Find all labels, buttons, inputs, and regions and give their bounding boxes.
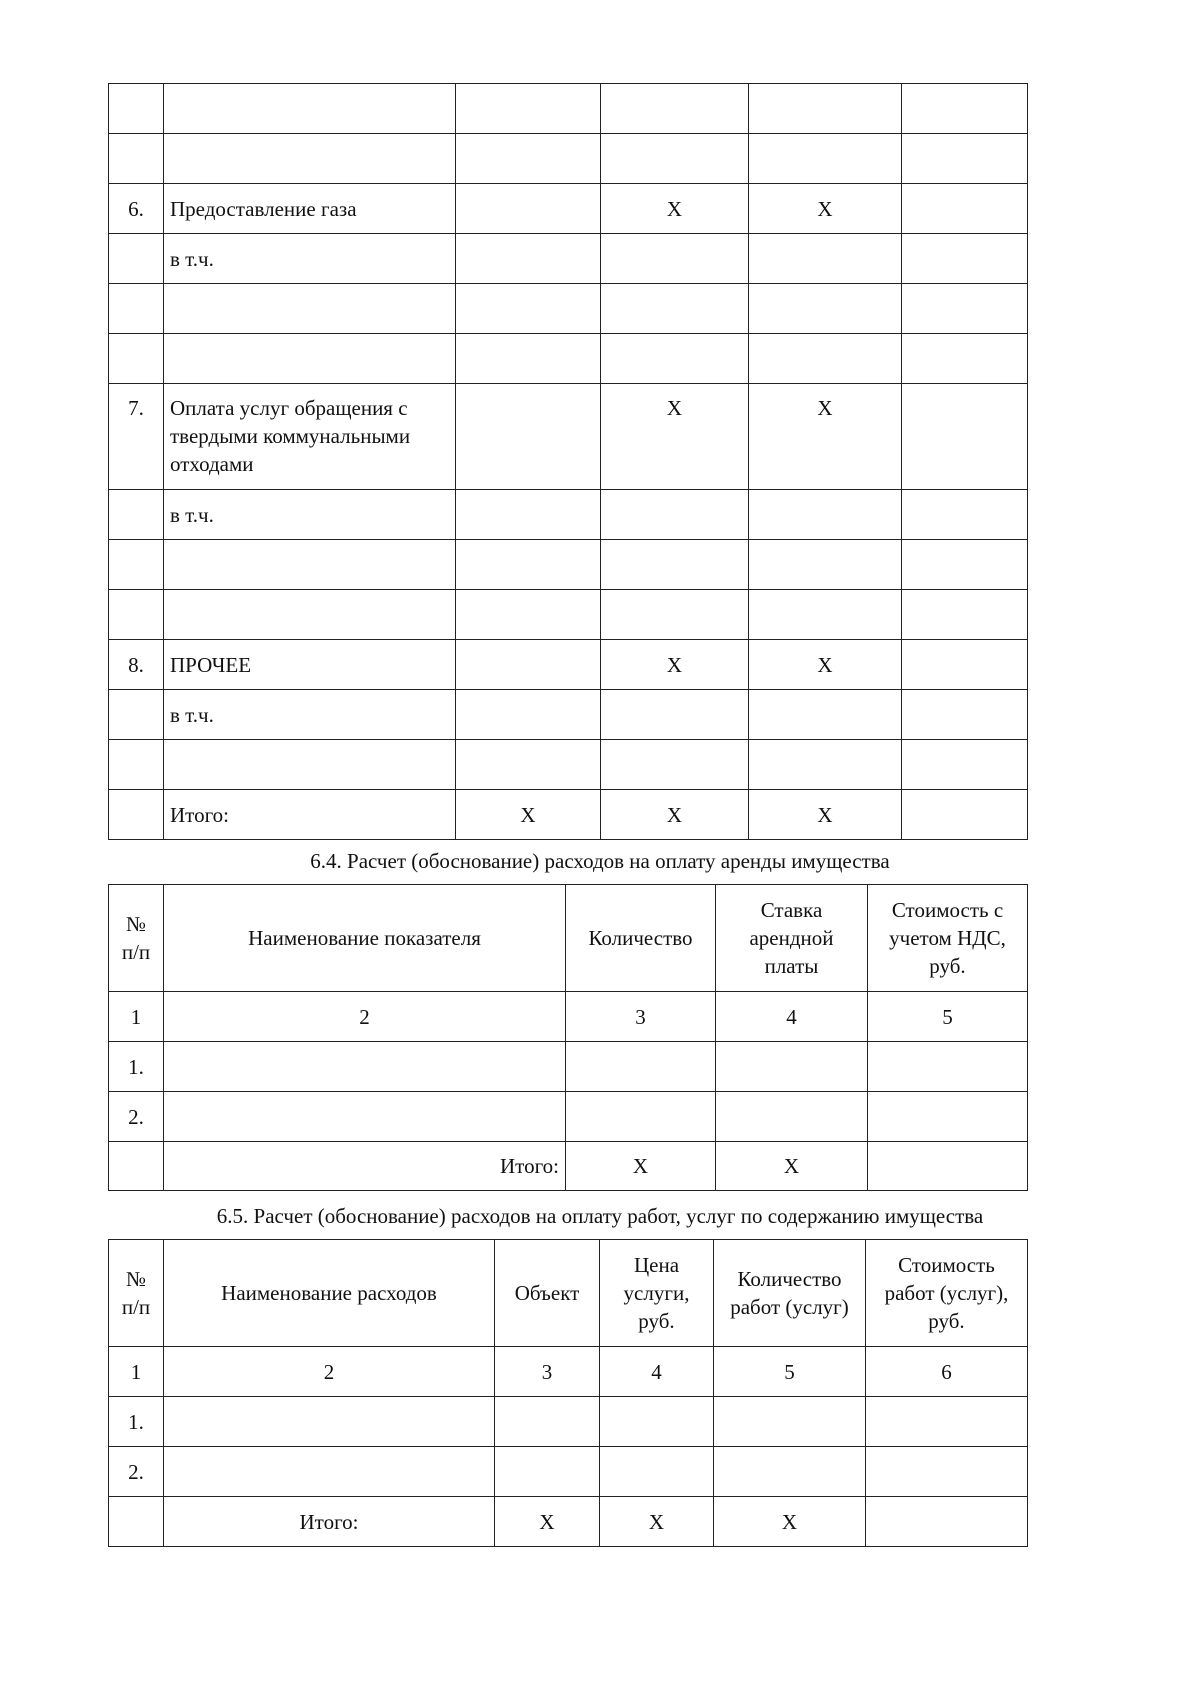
total-num — [109, 1497, 164, 1547]
maint-colnum-3: 3 — [495, 1347, 600, 1397]
row-col6 — [902, 640, 1028, 690]
rent-colnum-3: 3 — [566, 992, 716, 1042]
row-col4: X — [601, 184, 749, 234]
row-number — [109, 740, 164, 790]
table-row — [109, 690, 1028, 740]
row-number — [109, 490, 164, 540]
row-col3 — [456, 490, 601, 540]
table-row — [109, 490, 1028, 540]
total-label: Итого: — [164, 1497, 495, 1547]
row-col4 — [601, 590, 749, 640]
row-name: Итого: — [164, 790, 456, 840]
row-col5 — [749, 590, 902, 640]
row-col5: X — [749, 640, 902, 690]
row-col3 — [456, 590, 601, 640]
row-name — [164, 334, 456, 384]
rent-table — [108, 884, 1028, 1191]
table-row — [109, 540, 1028, 590]
row-col4: X — [601, 384, 749, 490]
row-number: 2. — [109, 1092, 164, 1142]
expenses-table-continued — [108, 83, 1028, 840]
row-col6 — [902, 284, 1028, 334]
total-quantity: X — [566, 1142, 716, 1191]
row-col4 — [601, 490, 749, 540]
row-col3 — [456, 134, 601, 184]
maint-colnum-4: 4 — [600, 1347, 714, 1397]
row-col3 — [456, 84, 601, 134]
row-col5 — [749, 134, 902, 184]
table-row — [109, 1397, 1028, 1447]
row-name — [164, 540, 456, 590]
row-name: в т.ч. — [164, 490, 456, 540]
row-name — [164, 134, 456, 184]
row-number: 1. — [109, 1042, 164, 1092]
rent-header-cost: Стоимость с учетом НДС, руб. — [868, 885, 1028, 992]
row-quantity — [566, 1042, 716, 1092]
total-rate: X — [716, 1142, 868, 1191]
row-col3 — [456, 640, 601, 690]
row-cost — [866, 1397, 1028, 1447]
row-cost — [868, 1092, 1028, 1142]
row-number: 2. — [109, 1447, 164, 1497]
row-col6 — [902, 334, 1028, 384]
row-name — [164, 284, 456, 334]
maint-header-name: Наименование расходов — [164, 1240, 495, 1347]
row-col4 — [601, 134, 749, 184]
row-name — [164, 1042, 566, 1092]
maint-header-object: Объект — [495, 1240, 600, 1347]
table-row — [109, 790, 1028, 840]
row-col6 — [902, 490, 1028, 540]
row-name: в т.ч. — [164, 234, 456, 284]
table-row — [109, 184, 1028, 234]
row-col3 — [456, 384, 601, 490]
section-6-5-caption: 6.5. Расчет (обоснование) расходов на оплату работ, услуг по содержанию имущества — [216, 1204, 984, 1228]
maint-header-quantity: Количество работ (услуг) — [714, 1240, 866, 1347]
row-number — [109, 590, 164, 640]
total-row — [109, 1142, 1028, 1191]
row-col3 — [456, 690, 601, 740]
row-number: 6. — [109, 184, 164, 234]
row-number — [109, 284, 164, 334]
rent-colnum-1: 1 — [109, 992, 164, 1042]
table-row — [109, 1092, 1028, 1142]
row-name — [164, 1447, 495, 1497]
row-cost — [868, 1042, 1028, 1092]
row-col4 — [601, 540, 749, 590]
row-col5: X — [749, 790, 902, 840]
row-quantity — [714, 1397, 866, 1447]
maint-header-num: № п/п — [109, 1240, 164, 1347]
table-row — [109, 640, 1028, 690]
row-col4 — [601, 334, 749, 384]
row-col3 — [456, 540, 601, 590]
row-rate — [716, 1092, 868, 1142]
row-col6 — [902, 184, 1028, 234]
row-number — [109, 234, 164, 284]
row-cost — [866, 1447, 1028, 1497]
row-number: 1. — [109, 1397, 164, 1447]
row-col5: X — [749, 384, 902, 490]
row-col3: X — [456, 790, 601, 840]
row-col6 — [902, 540, 1028, 590]
row-col5 — [749, 234, 902, 284]
row-col3 — [456, 740, 601, 790]
row-name — [164, 1397, 495, 1447]
table-row — [109, 740, 1028, 790]
row-name — [164, 1092, 566, 1142]
row-name — [164, 740, 456, 790]
row-col5 — [749, 740, 902, 790]
maintenance-table — [108, 1239, 1028, 1547]
row-quantity — [714, 1447, 866, 1497]
section-6-4-caption: 6.4. Расчет (обоснование) расходов на оплату аренды имущества — [310, 849, 890, 873]
row-col5: X — [749, 184, 902, 234]
rent-colnum-4: 4 — [716, 992, 868, 1042]
row-col4: X — [601, 790, 749, 840]
total-label: Итого: — [164, 1142, 566, 1191]
row-col5 — [749, 284, 902, 334]
maint-colnum-6: 6 — [866, 1347, 1028, 1397]
total-cost — [868, 1142, 1028, 1191]
row-number — [109, 134, 164, 184]
row-rate — [716, 1042, 868, 1092]
row-col6 — [902, 134, 1028, 184]
rent-colnum-2: 2 — [164, 992, 566, 1042]
row-col3 — [456, 234, 601, 284]
row-number: 7. — [109, 384, 164, 490]
row-name: Предоставление газа — [164, 184, 456, 234]
maint-header-cost: Стоимость работ (услуг), руб. — [866, 1240, 1028, 1347]
row-quantity — [566, 1092, 716, 1142]
row-col6 — [902, 234, 1028, 284]
row-price — [600, 1447, 714, 1497]
table-row — [109, 234, 1028, 284]
maint-header-price: Цена услуги, руб. — [600, 1240, 714, 1347]
table-row — [109, 384, 1028, 490]
row-name: Оплата услуг обращения с твердыми коммунальными отходами — [164, 384, 456, 490]
row-number — [109, 540, 164, 590]
total-cost — [866, 1497, 1028, 1547]
total-quantity: X — [714, 1497, 866, 1547]
table-row — [109, 334, 1028, 384]
row-name: в т.ч. — [164, 690, 456, 740]
total-row — [109, 1497, 1028, 1547]
table-row — [109, 284, 1028, 334]
row-col6 — [902, 740, 1028, 790]
row-col4: X — [601, 640, 749, 690]
table-row — [109, 134, 1028, 184]
row-number — [109, 334, 164, 384]
row-col5 — [749, 84, 902, 134]
total-num — [109, 1142, 164, 1191]
row-number — [109, 790, 164, 840]
row-col6 — [902, 590, 1028, 640]
row-col6 — [902, 84, 1028, 134]
rent-header-num: № п/п — [109, 885, 164, 992]
row-col4 — [601, 234, 749, 284]
row-name: ПРОЧЕЕ — [164, 640, 456, 690]
row-name — [164, 84, 456, 134]
row-col6 — [902, 790, 1028, 840]
maint-colnum-2: 2 — [164, 1347, 495, 1397]
rent-header-quantity: Количество — [566, 885, 716, 992]
rent-header-rate: Ставка арендной платы — [716, 885, 868, 992]
rent-header-name: Наименование показателя — [164, 885, 566, 992]
row-number: 8. — [109, 640, 164, 690]
row-col5 — [749, 690, 902, 740]
maint-colnum-5: 5 — [714, 1347, 866, 1397]
row-col5 — [749, 540, 902, 590]
row-col4 — [601, 690, 749, 740]
row-col6 — [902, 384, 1028, 490]
row-number — [109, 84, 164, 134]
total-price: X — [600, 1497, 714, 1547]
row-col5 — [749, 334, 902, 384]
row-number — [109, 690, 164, 740]
row-object — [495, 1397, 600, 1447]
table-row — [109, 590, 1028, 640]
row-col4 — [601, 284, 749, 334]
row-col3 — [456, 284, 601, 334]
table-row — [109, 84, 1028, 134]
total-object: X — [495, 1497, 600, 1547]
row-col6 — [902, 690, 1028, 740]
row-col5 — [749, 490, 902, 540]
table-row — [109, 1447, 1028, 1497]
row-object — [495, 1447, 600, 1497]
row-col3 — [456, 184, 601, 234]
row-col4 — [601, 740, 749, 790]
table-row — [109, 1042, 1028, 1092]
maint-colnum-1: 1 — [109, 1347, 164, 1397]
row-col4 — [601, 84, 749, 134]
row-price — [600, 1397, 714, 1447]
rent-colnum-5: 5 — [868, 992, 1028, 1042]
row-name — [164, 590, 456, 640]
row-col3 — [456, 334, 601, 384]
